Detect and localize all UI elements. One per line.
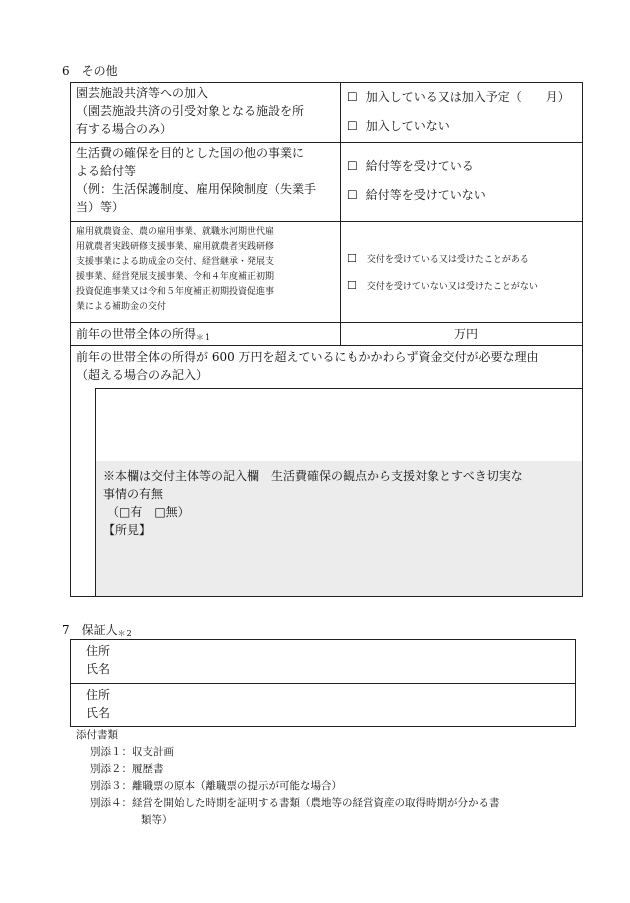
seikatsu-option-receiving[interactable] [347,158,474,175]
seikatsu-option-receiving-label: 給付等を受けている [365,159,474,173]
checkbox-icon[interactable]: ☐ [347,119,358,133]
koyou-option-not-received-label: 交付を受けていない又は受けたことがない [366,282,538,292]
attachment-item-4-continuation: 類等） [141,814,173,826]
attachments-title: 添付書類 [76,729,118,741]
reason-label-line-2: （超える場合のみ記入） [76,368,209,382]
row-divider [70,221,583,222]
seikatsu-question-line-4: 当）等） [76,200,125,214]
section-6-title: 6 その他 [62,64,118,78]
row-divider [70,322,583,323]
guarantor-divider [70,683,576,684]
koyou-question-line-4: 援事業、経営発展支援事業、令和４年度補正初期 [76,272,275,282]
guarantor-2-name-label: 氏名 [86,706,111,720]
guarantor-1-name-label: 氏名 [86,662,111,676]
engei-option-joined-label: 加入している又は加入予定（ 月） [365,90,570,104]
engei-question-line-3: 有する場合のみ） [76,122,173,136]
column-divider [340,82,341,345]
seikatsu-question-line-2: よる給付等 [76,164,137,178]
section-7-footnote-mark: ＊2 [117,629,133,638]
income-label [76,326,211,346]
koyou-question-line-3: 支援事業による助成金の交付、経営継承・発展支 [76,257,275,267]
engei-option-not-joined-label: 加入していない [365,119,450,133]
engei-question-line-1: 園芸施設共済等への加入 [76,86,209,100]
koyou-question-line-6: 業による補助金の交付 [76,302,167,312]
guarantor-1-input[interactable] [130,641,570,681]
guarantor-2-input[interactable] [130,685,570,725]
official-note-line-1: ※本欄は交付主体等の記入欄 生活費確保の観点から支援対象とすべき切実な [103,469,523,483]
checkbox-icon[interactable]: ☐ [347,159,358,173]
engei-option-joined[interactable] [347,89,570,106]
engei-option-not-joined[interactable] [347,118,450,135]
seikatsu-option-not-receiving-label: 給付等を受けていない [365,188,486,202]
koyou-option-not-received[interactable] [347,279,538,295]
checkbox-icon[interactable]: ☐ [347,90,358,104]
seikatsu-question-line-1: 生活費の確保を目的とした国の他の事業に [76,146,305,160]
row-divider [70,142,583,143]
income-footnote-mark: ＊1 [196,333,212,342]
attachment-item-4: 別添４：経営を開始した時期を証明する書類（農地等の経営資産の取得時期が分かる書 [90,797,500,809]
checkbox-icon[interactable]: ☐ [347,252,357,265]
checkbox-icon[interactable]: ☐ [347,188,358,202]
income-label-text: 前年の世帯全体の所得 [76,327,197,341]
reason-input-area[interactable] [96,389,582,461]
seikatsu-option-not-receiving[interactable] [347,187,486,204]
official-note-line-2: 事情の有無 [103,487,164,501]
attachment-item-2: 別添２：履歴書 [90,763,164,775]
koyou-question-line-2: 用就農者実践研修支援事業、雇用就農者実践研修 [76,242,275,252]
income-unit: 万円 [454,327,479,341]
guarantor-2-address-label: 住所 [86,688,111,702]
attachment-item-1: 別添１：収支計画 [90,746,174,758]
reason-label-line-1: 前年の世帯全体の所得が 600 万円を超えているにもかかわらず資金交付が必要な理由 [76,350,539,364]
official-yes-no[interactable]: （□有 □無） [107,505,190,519]
checkbox-icon[interactable]: ☐ [347,279,357,292]
koyou-question-line-5: 投資促進事業又は令和５年度補正初期投資促進事 [76,287,275,297]
koyou-option-received[interactable] [347,252,529,268]
guarantor-1-address-label: 住所 [86,644,111,658]
official-opinion-label: 【所見】 [103,523,152,537]
seikatsu-question-line-3: （例：生活保護制度、雇用保険制度（失業手 [76,182,317,196]
attachment-item-3: 別添３：離職票の原本（離職票の提示が可能な場合） [90,780,342,792]
section-7-title-text: 7 保証人 [62,623,118,637]
engei-question-line-2: （園芸施設共済の引受対象となる施設を所 [76,104,305,118]
koyou-question-line-1: 雇用就農資金、農の雇用事業、就職氷河期世代雇 [76,227,275,237]
koyou-option-received-label: 交付を受けている又は受けたことがある [366,255,529,265]
